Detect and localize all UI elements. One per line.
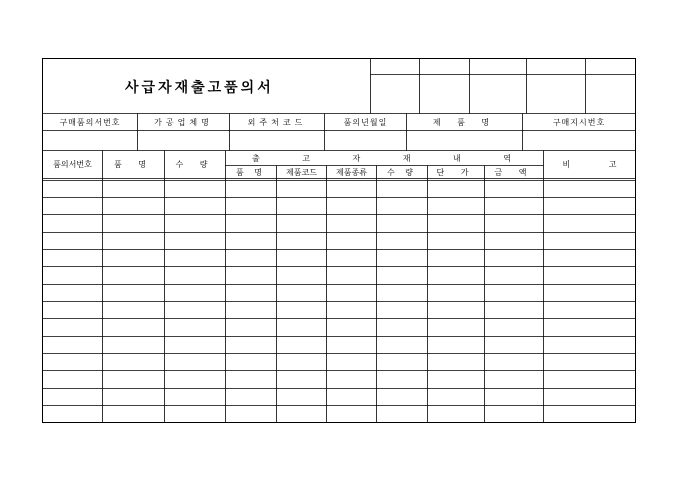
purchase-order-no-label: 구매지시번호 <box>552 117 606 127</box>
product-name-field[interactable] <box>407 131 522 150</box>
product-name-label: 제 품 명 <box>432 117 497 127</box>
col-doc-no-header: 품의서번호 <box>53 160 92 169</box>
approval-box-5[interactable] <box>586 75 635 113</box>
vendor-code-field[interactable] <box>230 131 324 150</box>
document-title: 사급자재출고품의서 <box>125 80 274 96</box>
col-group-header: 출 고 자 재 내 역 <box>251 153 518 163</box>
col-item-name-header: 품 명 <box>114 160 153 169</box>
col-sub-name-header: 품 명 <box>236 167 266 177</box>
processor-name-label: 가공업체명 <box>154 117 213 127</box>
approval-box-4[interactable] <box>527 75 585 113</box>
request-date-field[interactable] <box>325 131 406 150</box>
approval-box-1[interactable] <box>371 75 419 113</box>
approval-box-3[interactable] <box>470 75 526 113</box>
col-unit-price-header: 단 가 <box>436 167 476 177</box>
col-amount-header: 금 액 <box>494 167 534 177</box>
processor-name-field[interactable] <box>138 131 229 150</box>
col-product-code-header: 제품코드 <box>286 167 317 177</box>
request-date-label: 품의년월일 <box>343 117 388 127</box>
col-product-type-header: 제품종류 <box>336 167 367 177</box>
col-remarks-header: 비 고 <box>562 160 617 169</box>
vendor-code-label: 외주처코드 <box>247 117 307 127</box>
col-quantity-header: 수 량 <box>175 160 215 169</box>
purchase-request-no-field[interactable] <box>43 131 137 150</box>
col-sub-qty-header: 수 량 <box>387 167 417 177</box>
purchase-order-no-field[interactable] <box>523 131 635 150</box>
purchase-request-no-label: 구매품의서번호 <box>59 117 121 127</box>
approval-box-2[interactable] <box>420 75 469 113</box>
